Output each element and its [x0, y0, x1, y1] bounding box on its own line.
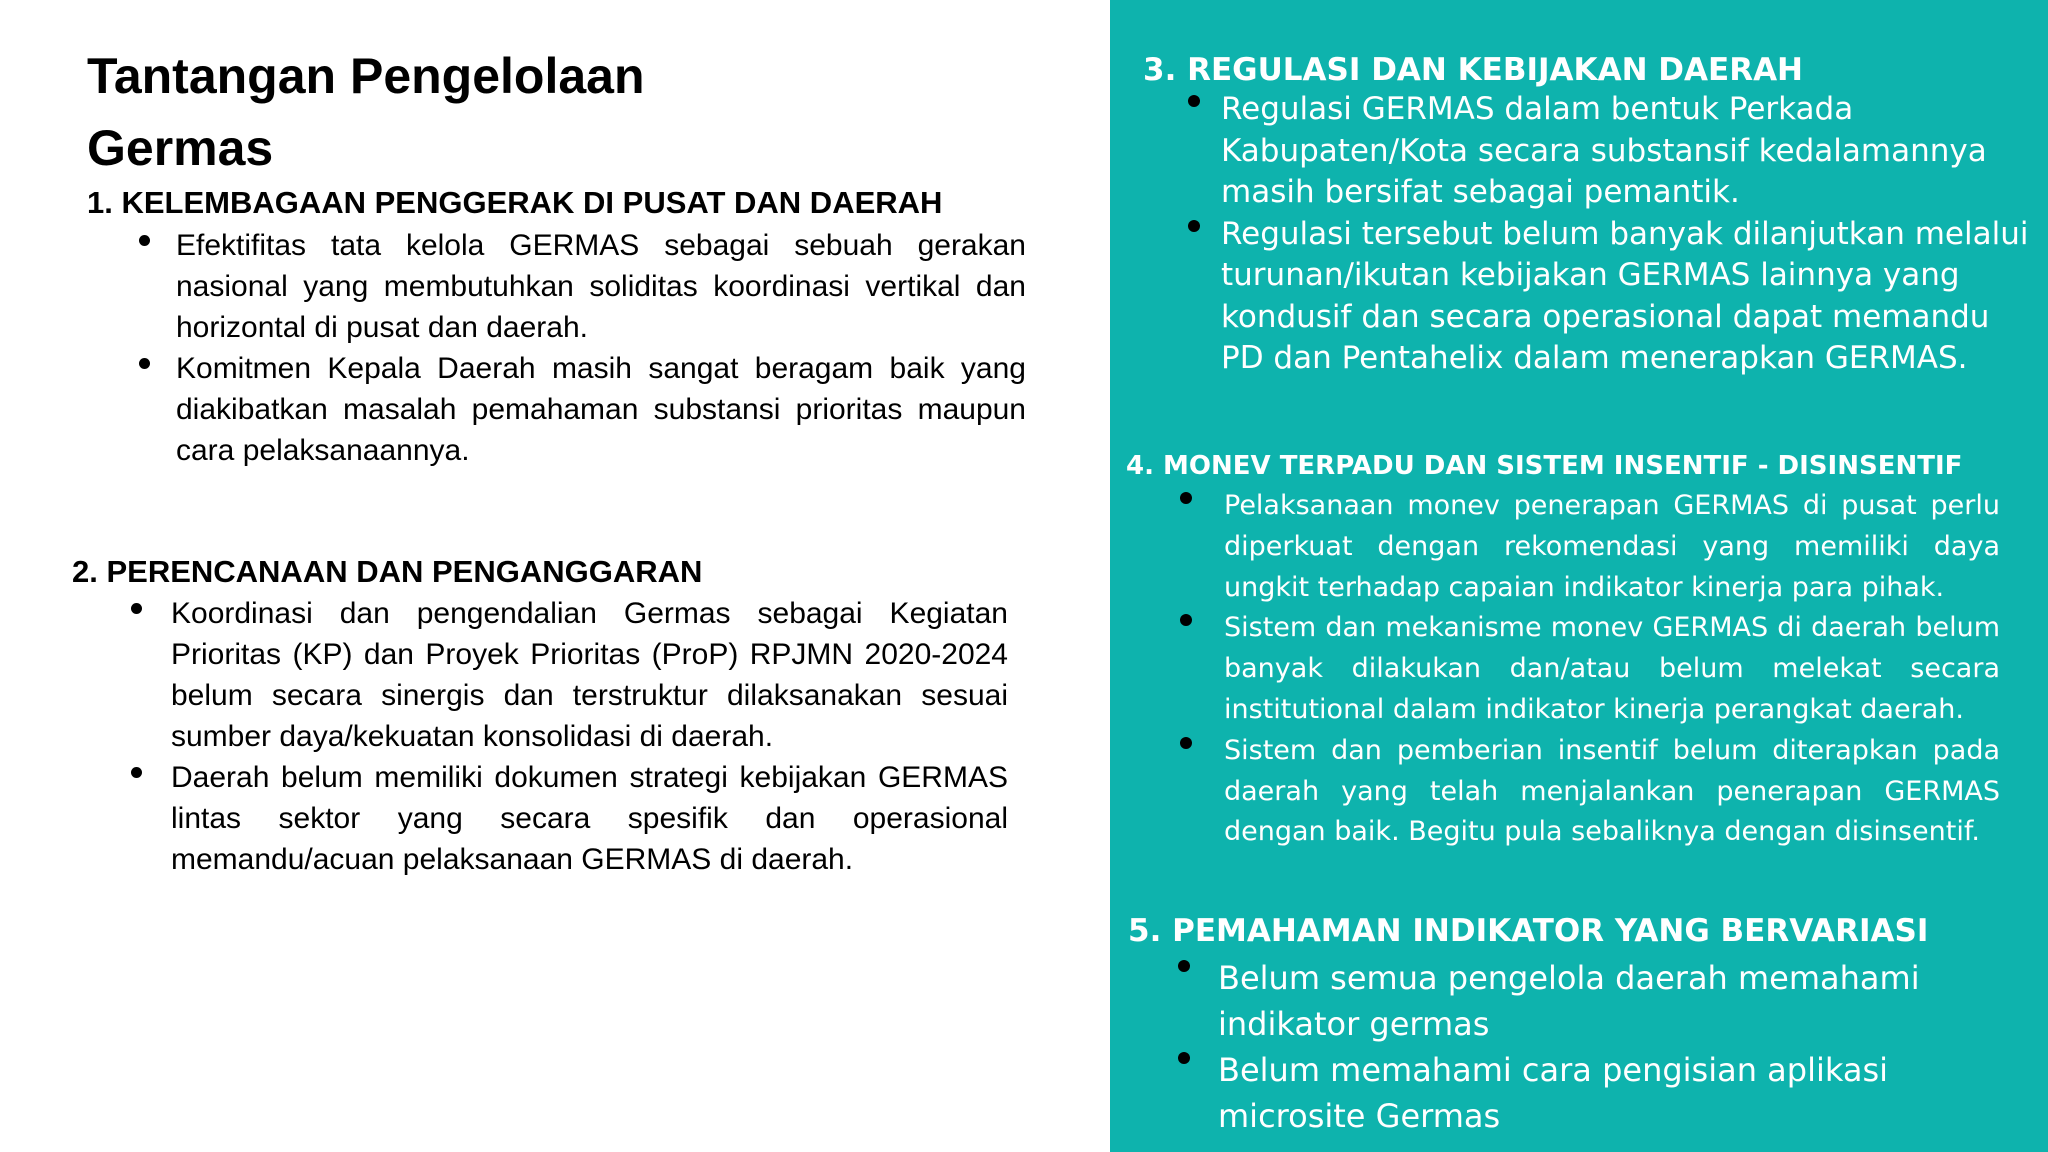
list-item: Pelaksanaan monev penerapan GERMAS di pusat perlu diperkuat dengan rekomendasi yang memiliki daya ungkit terhadap capaian indikator kinerja para pihak. — [1224, 486, 2000, 608]
bullet-icon — [1188, 220, 1200, 232]
section-1-heading: 1. KELEMBAGAAN PENGGERAK DI PUSAT DAN DAERAH — [87, 185, 943, 220]
section-3-heading: 3. REGULASI DAN KEBIJAKAN DAERAH — [1143, 52, 1804, 88]
list-item: Daerah belum memiliki dokumen strategi kebijakan GERMAS lintas sektor yang secara spesifik dan operasional memandu/acuan pelaksanaan GERMAS di daerah. — [171, 757, 1008, 880]
section-4-list — [1224, 486, 2000, 853]
list-item: Komitmen Kepala Daerah masih sangat beragam baik yang diakibatkan masalah pemahaman substansi prioritas maupun cara pelaksanaannya. — [176, 348, 1026, 471]
bullet-icon — [139, 358, 150, 369]
bullet-icon — [1180, 492, 1192, 504]
section-2-heading: 2. PERENCANAAN DAN PENGANGGARAN — [72, 554, 703, 589]
section-2-list — [171, 593, 1008, 880]
list-item: Efektifitas tata kelola GERMAS sebagai sebuah gerakan nasional yang membutuhkan soliditas koordinasi vertikal dan horizontal di pusat dan daerah. — [176, 225, 1026, 348]
list-item: Sistem dan mekanisme monev GERMAS di daerah belum banyak dilakukan dan/atau belum melekat secara institutional dalam indikator kinerja perangkat daerah. — [1224, 608, 2000, 730]
list-item: Sistem dan pemberian insentif belum diterapkan pada daerah yang telah menjalankan penerapan GERMAS dengan baik. Begitu pula sebaliknya dengan disinsentif. — [1224, 731, 2000, 853]
bullet-icon — [1178, 1052, 1190, 1064]
bullet-icon — [131, 767, 142, 778]
bullet-icon — [1188, 95, 1200, 107]
section-1-list — [176, 225, 1026, 471]
section-3-list — [1221, 89, 2041, 380]
section-5-heading: 5. PEMAHAMAN INDIKATOR YANG BERVARIASI — [1128, 913, 1929, 949]
list-item: Regulasi GERMAS dalam bentuk Perkada Kabupaten/Kota secara substansif kedalamannya masih bersifat sebagai pemantik. — [1221, 89, 2041, 214]
bullet-icon — [139, 235, 150, 246]
section-5-list — [1218, 955, 2043, 1139]
bullet-icon — [1180, 614, 1192, 626]
right-panel — [1110, 0, 2048, 1152]
bullet-icon — [131, 603, 142, 614]
section-4-heading: 4. MONEV TERPADU DAN SISTEM INSENTIF - DISINSENTIF — [1126, 451, 1963, 481]
bullet-icon — [1178, 960, 1190, 972]
page-title: Tantangan Pengelolaan Germas — [87, 48, 645, 176]
list-item: Koordinasi dan pengendalian Germas sebagai Kegiatan Prioritas (KP) dan Proyek Prioritas (ProP) RPJMN 2020-2024 belum secara sinergis dan terstruktur dilaksanakan sesuai sumber daya/kekuatan konsolidasi di daerah. — [171, 593, 1008, 757]
list-item: Regulasi tersebut belum banyak dilanjutkan melalui turunan/ikutan kebijakan GERMAS lainnya yang kondusif dan secara operasional dapat memandu PD dan Pentahelix dalam menerapkan GERMAS. — [1221, 214, 2041, 380]
bullet-icon — [1180, 737, 1192, 749]
list-item: Belum memahami cara pengisian aplikasi microsite Germas — [1218, 1047, 2043, 1139]
list-item: Belum semua pengelola daerah memahami indikator germas — [1218, 955, 2043, 1047]
